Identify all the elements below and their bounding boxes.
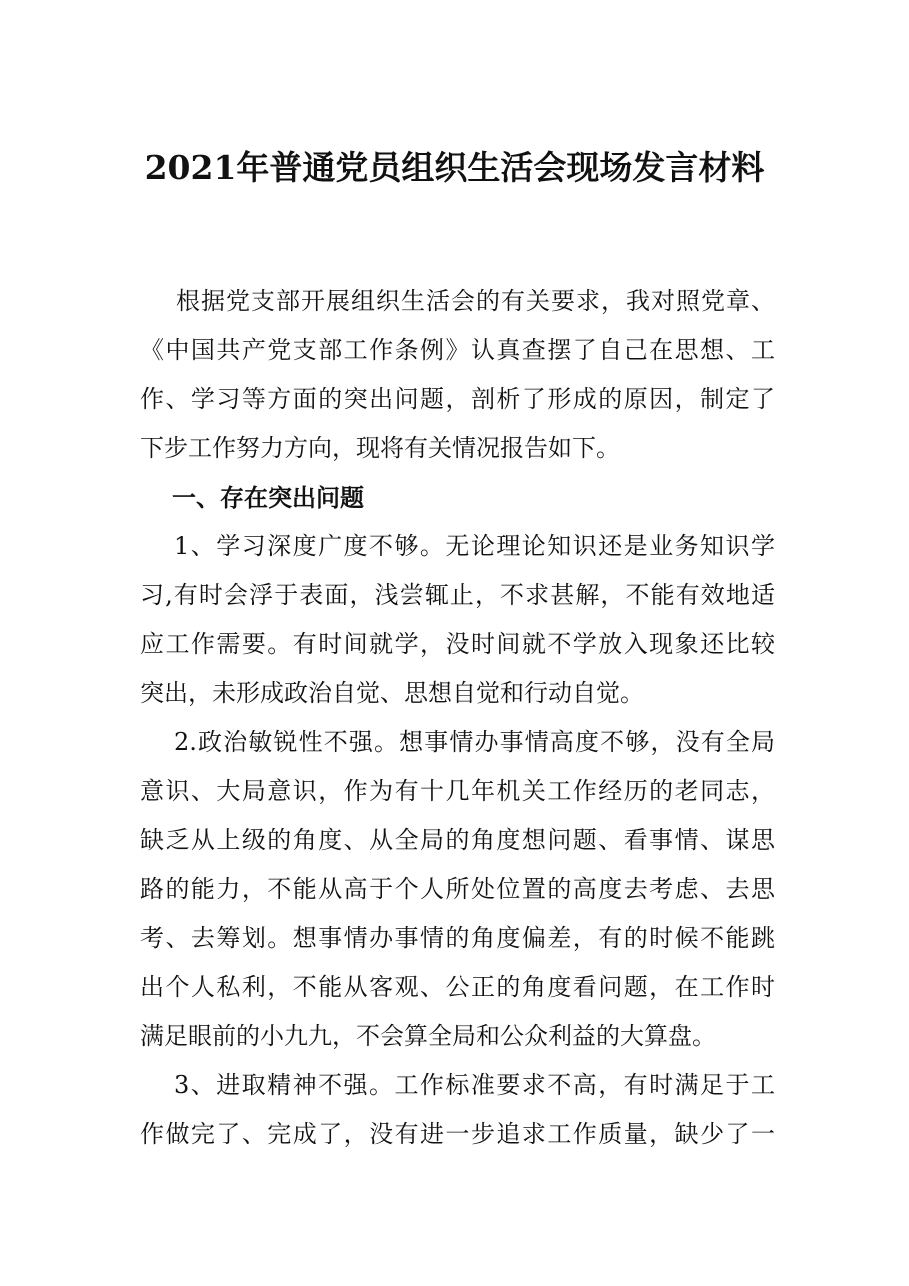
paragraph-line: 3、进取精神不强。工作标准要求不高，有时满足于工 bbox=[174, 1071, 775, 1099]
paragraph-line: 根据党支部开展组织生活会的有关要求，我对照党章、 bbox=[176, 287, 775, 315]
paragraph-line: 习,有时会浮于表面，浅尝辄止，不求甚解，不能有效地适 bbox=[140, 581, 775, 609]
section-heading: 一、存在突出问题 bbox=[172, 483, 364, 512]
paragraph-line: 出个人私利，不能从客观、公正的角度看问题，在工作时 bbox=[140, 973, 775, 1001]
paragraph-line: 作、学习等方面的突出问题，剖析了形成的原因，制定了 bbox=[140, 385, 775, 413]
paragraph-line: 作做完了、完成了，没有进一步追求工作质量，缺少了一 bbox=[140, 1120, 775, 1148]
paragraph-line: 路的能力，不能从高于个人所处位置的高度去考虑、去思 bbox=[140, 875, 775, 903]
document-body bbox=[140, 277, 775, 1159]
paragraph-line: 应工作需要。有时间就学，没时间就不学放入现象还比较 bbox=[140, 630, 775, 658]
paragraph-line: 《中国共产党支部工作条例》认真查摆了自己在思想、工 bbox=[140, 336, 775, 364]
paragraph-line: 下步工作努力方向，现将有关情况报告如下。 bbox=[140, 434, 620, 462]
paragraph-line: 1、学习深度广度不够。无论理论知识还是业务知识学 bbox=[174, 532, 775, 560]
document-title: 2021年普通党员组织生活会现场发言材料 bbox=[144, 148, 765, 187]
paragraph-line: 缺乏从上级的角度、从全局的角度想问题、看事情、谋思 bbox=[140, 826, 775, 854]
paragraph-line: 意识、大局意识，作为有十几年机关工作经历的老同志， bbox=[140, 777, 775, 805]
paragraph-line: 满足眼前的小九九，不会算全局和公众利益的大算盘。 bbox=[140, 1022, 716, 1050]
paragraph-line: 突出，未形成政治自觉、思想自觉和行动自觉。 bbox=[140, 679, 644, 707]
paragraph-line: 2.政治敏锐性不强。想事情办事情高度不够，没有全局 bbox=[174, 728, 775, 756]
paragraph-line: 考、去筹划。想事情办事情的角度偏差，有的时候不能跳 bbox=[140, 924, 775, 952]
